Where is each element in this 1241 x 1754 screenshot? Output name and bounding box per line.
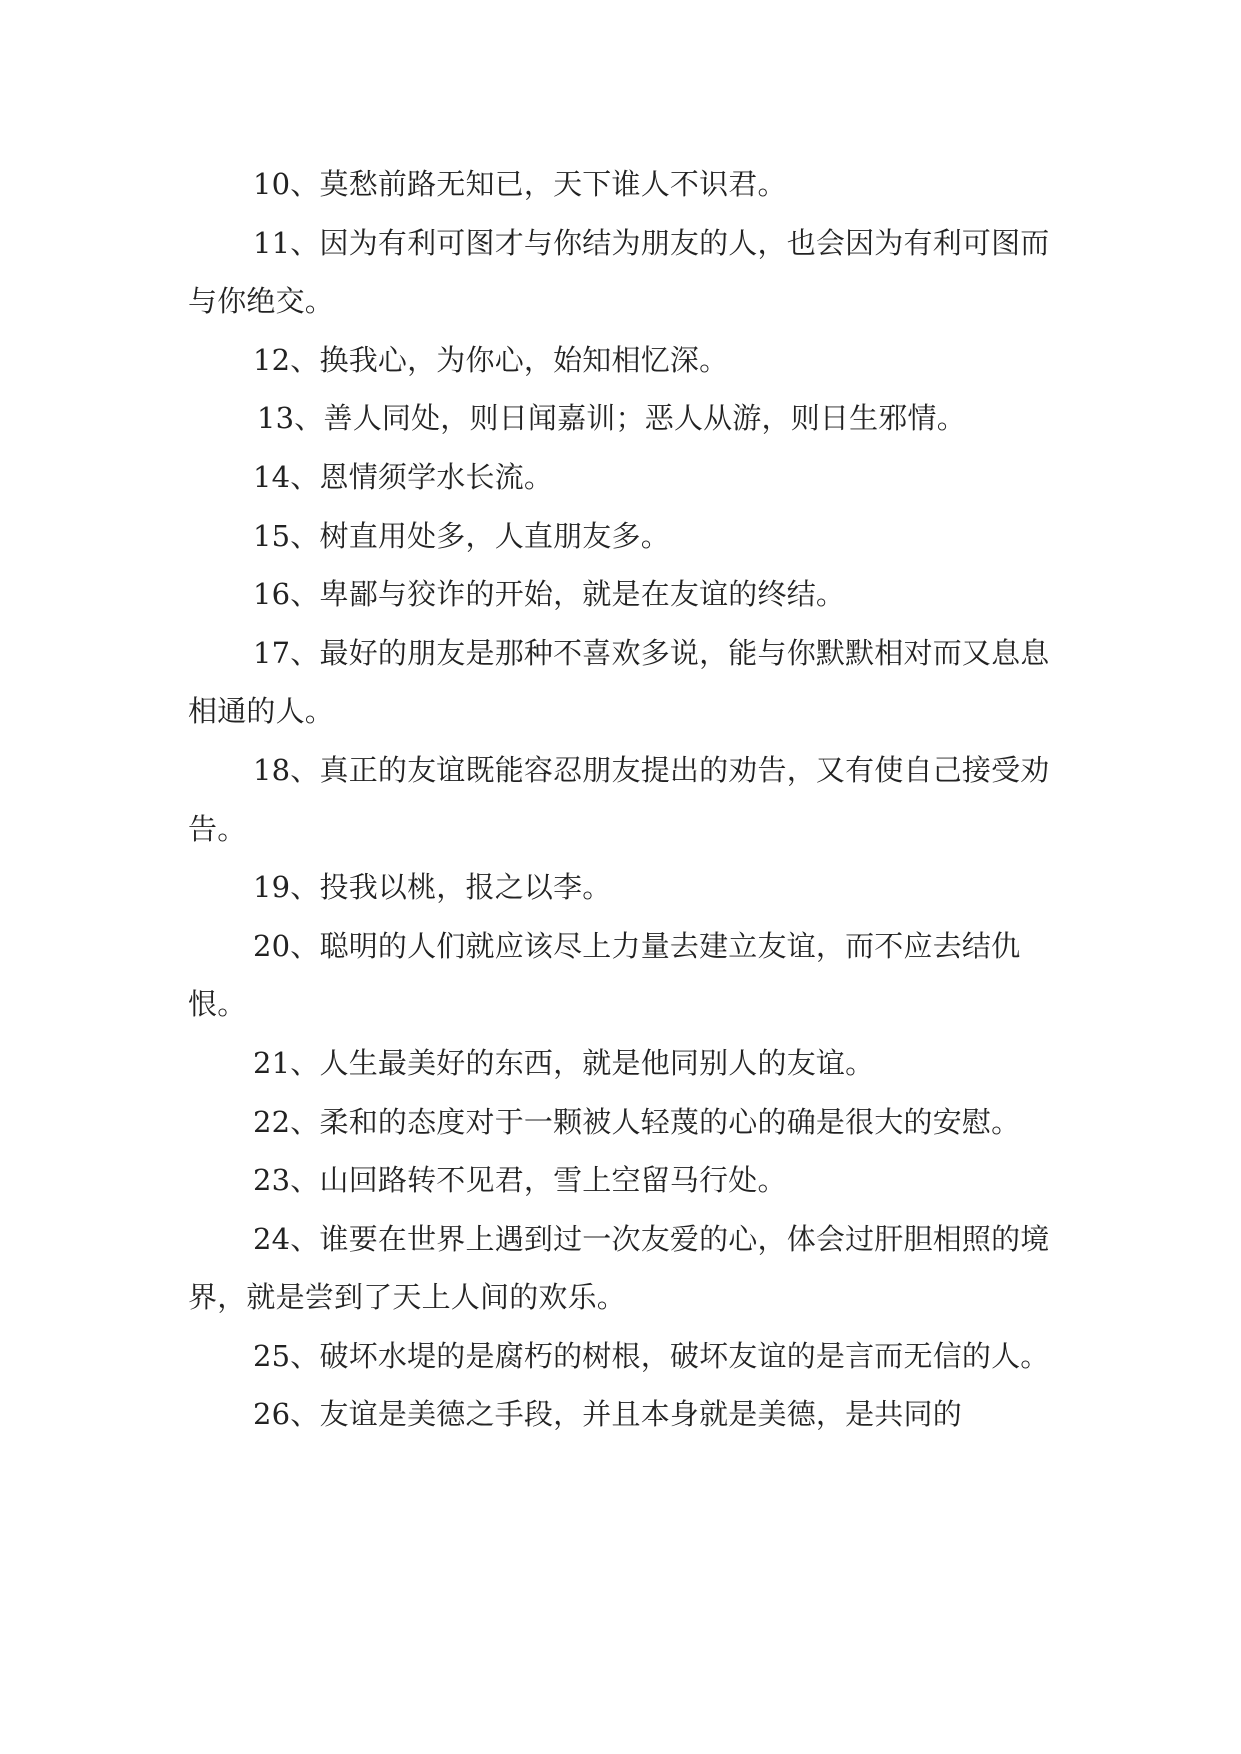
quote-paragraph-21: 21、人生最美好的东西，就是他同别人的友谊。 <box>253 1045 875 1080</box>
quote-paragraph-22: 22、柔和的态度对于一颗被人轻蔑的心的确是很大的安慰。 <box>253 1104 1021 1139</box>
quote-paragraph-26: 26、友谊是美德之手段，并且本身就是美德，是共同的 <box>253 1397 962 1432</box>
quote-paragraph-11: 11、因为有利可图才与你结为朋友的人，也会因为有利可图而与你绝交。 <box>188 225 1050 319</box>
quote-paragraph-25: 25、破坏水堤的是腐朽的树根，破坏友谊的是言而无信的人。 <box>253 1338 1050 1373</box>
quote-paragraph-13: 13、善人同处，则日闻嘉训；恶人从游，则日生邪情。 <box>257 401 966 436</box>
quote-paragraph-14: 14、恩情须学水长流。 <box>253 459 554 494</box>
quote-paragraph-24: 24、谁要在世界上遇到过一次友爱的心，体会过肝胆相照的境界，就是尝到了天上人间的欢乐。 <box>188 1221 1050 1315</box>
quote-paragraph-19: 19、投我以桃，报之以李。 <box>253 870 612 905</box>
quote-paragraph-18: 18、真正的友谊既能容忍朋友提出的劝告，又有使自己接受劝告。 <box>188 752 1050 846</box>
quote-paragraph-23: 23、山回路转不见君，雪上空留马行处。 <box>253 1163 787 1198</box>
quote-paragraph-15: 15、树直用处多，人直朋友多。 <box>253 518 670 553</box>
quote-paragraph-12: 12、换我心，为你心，始知相忆深。 <box>253 342 729 377</box>
quote-paragraph-20: 20、聪明的人们就应该尽上力量去建立友谊，而不应去结仇恨。 <box>188 928 1021 1022</box>
quote-list <box>188 155 1056 1444</box>
quote-paragraph-16: 16、卑鄙与狡诈的开始，就是在友谊的终结。 <box>253 577 846 612</box>
quote-paragraph-10: 10、莫愁前路无知已，天下谁人不识君。 <box>253 167 787 201</box>
quote-paragraph-17: 17、最好的朋友是那种不喜欢多说，能与你默默相对而又息息相通的人。 <box>188 635 1050 729</box>
